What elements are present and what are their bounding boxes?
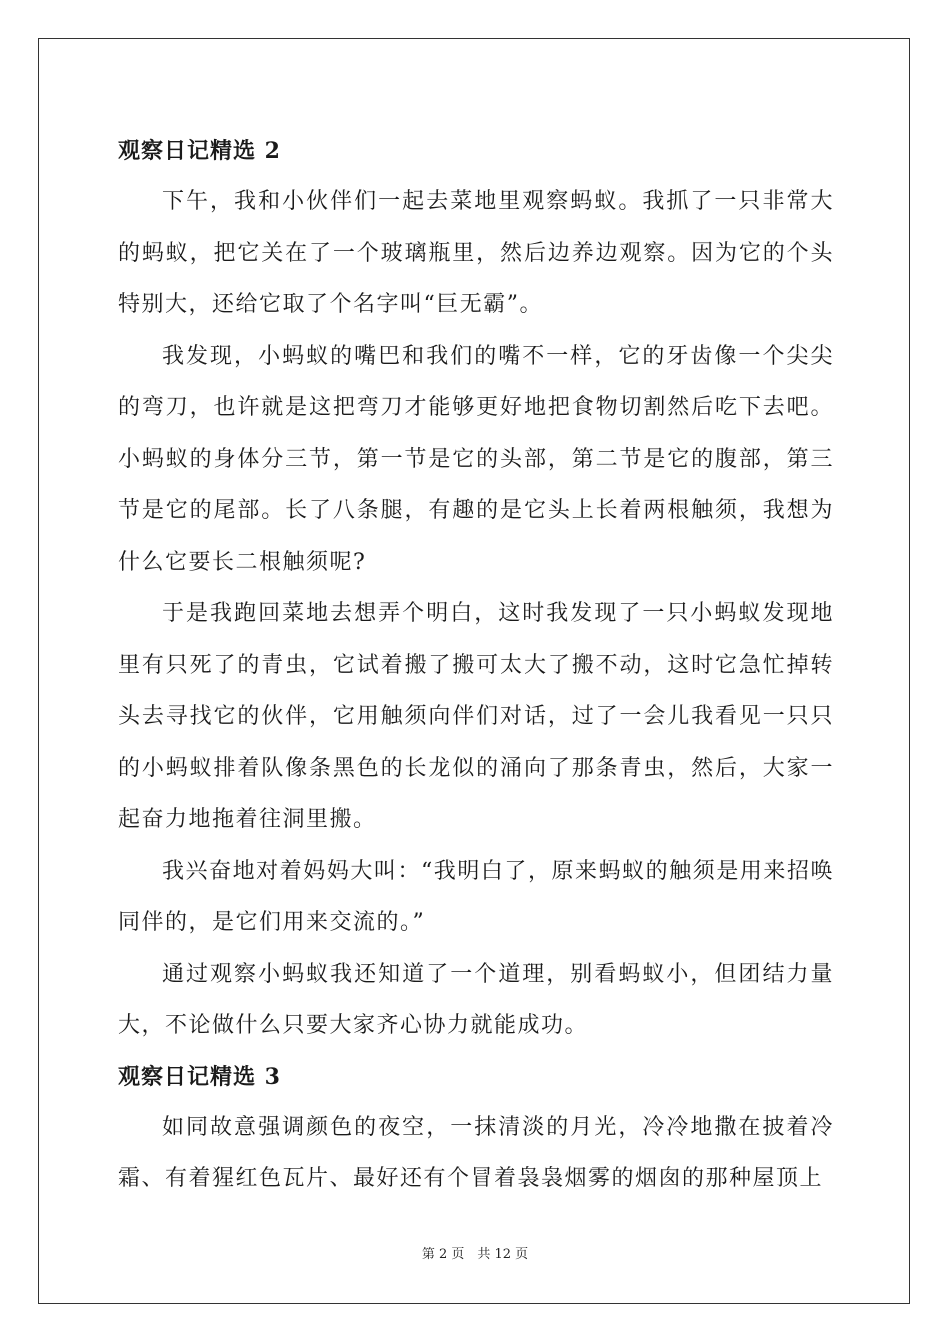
page-number: 第 2 页 共 12 页 — [421, 1247, 529, 1262]
paragraph: 通过观察小蚂蚁我还知道了一个道理，别看蚂蚁小，但团结力量大，不论做什么只要大家齐心协力就能成功。 — [118, 961, 834, 1038]
section-heading: 观察日记精选 2 — [118, 138, 281, 164]
paragraph: 下午，我和小伙伴们一起去菜地里观察蚂蚁。我抓了一只非常大的蚂蚁，把它关在了一个玻璃瓶里，然后边养边观察。因为它的个头特别大，还给它取了个名字叫“巨无霸”。 — [118, 189, 834, 317]
paragraph: 于是我跑回菜地去想弄个明白，这时我发现了一只小蚂蚁发现地里有只死了的青虫，它试着搬了搬可太大了搬不动，这时它急忙掉转头去寻找它的伙伴，它用触须向伴们对话，过了一会儿我看见一只只的小蚂蚁排着队像条黑色的长龙似的涌向了那条青虫，然后，大家一起奋力地拖着往洞里搬。 — [118, 601, 834, 832]
page-footer — [0, 1243, 950, 1262]
document-body — [118, 126, 834, 1205]
paragraph: 我发现，小蚂蚁的嘴巴和我们的嘴不一样，它的牙齿像一个尖尖的弯刀，也许就是这把弯刀才能够更好地把食物切割然后吃下去吧。小蚂蚁的身体分三节，第一节是它的头部，第二节是它的腹部，第三节是它的尾部。长了八条腿，有趣的是它头上长着两根触须，我想为什么它要长二根触须呢? — [118, 343, 834, 575]
paragraph: 我兴奋地对着妈妈大叫：“我明白了，原来蚂蚁的触须是用来招唤同伴的，是它们用来交流的。” — [118, 858, 834, 935]
paragraph: 如同故意强调颜色的夜空，一抹清淡的月光，冷冷地撒在披着冷霜、有着猩红色瓦片、最好还有个冒着袅袅烟雾的烟囱的那种屋顶上 — [118, 1114, 834, 1191]
section-heading: 观察日记精选 3 — [118, 1063, 281, 1090]
